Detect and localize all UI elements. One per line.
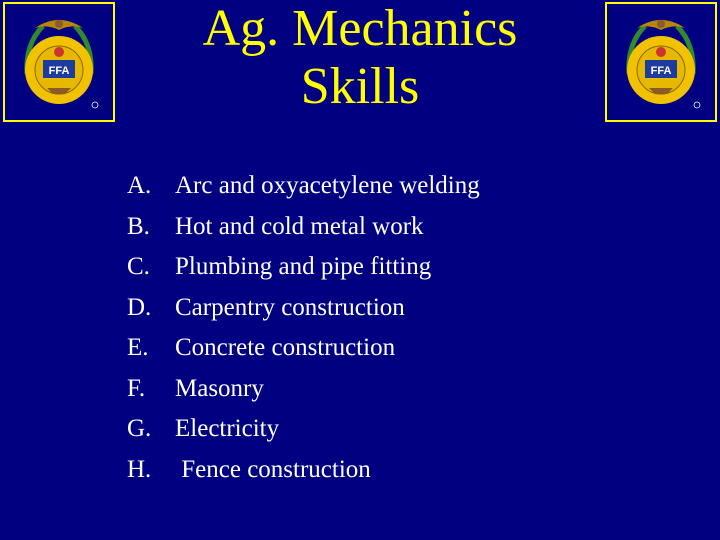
list-item-text: Fence construction [175, 455, 371, 483]
logo-ffa-text: FFA [650, 65, 672, 77]
ffa-emblem-icon [5, 4, 113, 120]
list-item [127, 369, 480, 410]
list-item [127, 328, 480, 369]
list-item [127, 207, 480, 248]
list-item [127, 166, 480, 207]
ffa-emblem-left [3, 2, 115, 122]
list-item-text: Hot and cold metal work [175, 212, 424, 240]
list-marker: H. [127, 455, 152, 483]
list-marker: D. [127, 293, 152, 321]
list-item-text: Concrete construction [175, 334, 396, 361]
list-item [127, 288, 480, 329]
ffa-emblem-right [605, 2, 717, 122]
list-marker: E. [127, 334, 149, 361]
list-marker: F. [127, 374, 146, 402]
slide-title [150, 0, 570, 116]
list-item-text: Masonry [175, 374, 264, 402]
list-marker: A. [127, 172, 152, 199]
ffa-emblem-icon [607, 4, 715, 120]
list-item-text: Carpentry construction [175, 293, 405, 321]
list-item [127, 450, 480, 491]
title-line-1: Ag. Mechanics [202, 0, 518, 57]
skills-list [127, 166, 480, 490]
list-marker: B. [127, 212, 150, 240]
list-item [127, 409, 480, 450]
list-marker: G. [127, 415, 152, 442]
list-item-text: Electricity [175, 415, 280, 442]
list-item [127, 247, 480, 288]
list-item-text: Arc and oxyacetylene welding [175, 172, 480, 199]
list-marker: C. [127, 253, 150, 280]
logo-ffa-text: FFA [48, 65, 70, 77]
title-line-2: Skills [300, 58, 420, 115]
list-item-text: Plumbing and pipe fitting [175, 253, 432, 280]
